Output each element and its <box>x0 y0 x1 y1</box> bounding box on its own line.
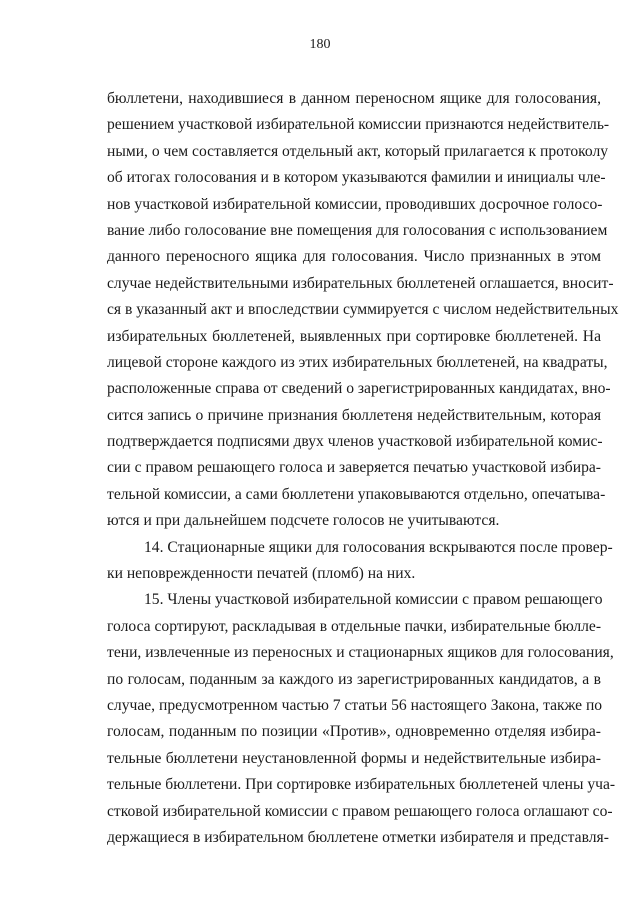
text-line: тельной комиссии, а сами бюллетени упаковываются отдельно, опечатыва- <box>107 485 606 503</box>
text-line: по голосам, поданным за каждого из зарегистрированных кандидатов, а в <box>107 670 601 688</box>
text-line: ются и при дальнейшем подсчете голосов не учитываются. <box>107 512 500 530</box>
text-line: сии с правом решающего голоса и заверяется печатью участковой избира- <box>107 459 601 477</box>
text-line: вание либо голосование вне помещения для голосования с использованием <box>107 221 608 239</box>
text-line: голосам, поданным по позиции «Против», одновременно отделяя избира- <box>107 723 601 741</box>
text-line: нов участковой избирательной комиссии, проводивших досрочное голосо- <box>107 195 603 213</box>
text-line: ся в указанный акт и впоследствии суммируется с числом недействительных <box>107 301 619 319</box>
text-line: 14. Стационарные ящики для голосования вскрываются после провер- <box>144 538 613 556</box>
text-line: случае, предусмотренном частью 7 статьи 56 настоящего Закона, также по <box>107 696 603 714</box>
text-line: подтверждается подписями двух членов участковой избирательной комис- <box>107 433 603 451</box>
text-line: сится запись о причине признания бюллетеня недействительным, которая <box>107 406 601 424</box>
text-line: ки неповрежденности печатей (пломб) на них. <box>107 565 416 583</box>
text-line: голоса сортируют, раскладывая в отдельные пачки, избирательные бюлле- <box>107 617 602 635</box>
text-line: случае недействительными избирательных бюллетеней оглашается, вносит- <box>107 274 614 292</box>
text-line: избирательных бюллетеней, выявленных при сортировке бюллетеней. На <box>107 327 601 345</box>
body-text <box>107 86 619 851</box>
text-line: тельные бюллетени. При сортировке избирательных бюллетеней члены уча- <box>107 776 616 794</box>
text-line: расположенные справа от сведений о зарегистрированных кандидатах, вно- <box>107 380 611 398</box>
text-line: стковой избирательной комиссии с правом решающего голоса оглашают со- <box>107 802 613 820</box>
text-line: решением участковой избирательной комиссии признаются недействитель- <box>107 116 610 134</box>
text-line: ными, о чем составляется отдельный акт, который прилагается к протоколу <box>107 142 609 160</box>
text-line: держащиеся в избирательном бюллетене отметки избирателя и представля- <box>107 828 609 846</box>
page-number: 180 <box>309 37 331 52</box>
text-line: тельные бюллетени неустановленной формы и недействительные избира- <box>107 749 601 767</box>
text-line: 15. Члены участковой избирательной комиссии с правом решающего <box>144 591 603 609</box>
text-line: об итогах голосования и в котором указываются фамилии и инициалы чле- <box>107 169 606 187</box>
text-line: данного переносного ящика для голосования. Число признанных в этом <box>107 248 601 266</box>
text-line: бюллетени, находившиеся в данном переносном ящике для голосования, <box>107 90 601 107</box>
text-line: тени, извлеченные из переносных и стационарных ящиков для голосования, <box>107 644 614 662</box>
text-line: лицевой стороне каждого из этих избирательных бюллетеней, на квадраты, <box>107 353 608 371</box>
